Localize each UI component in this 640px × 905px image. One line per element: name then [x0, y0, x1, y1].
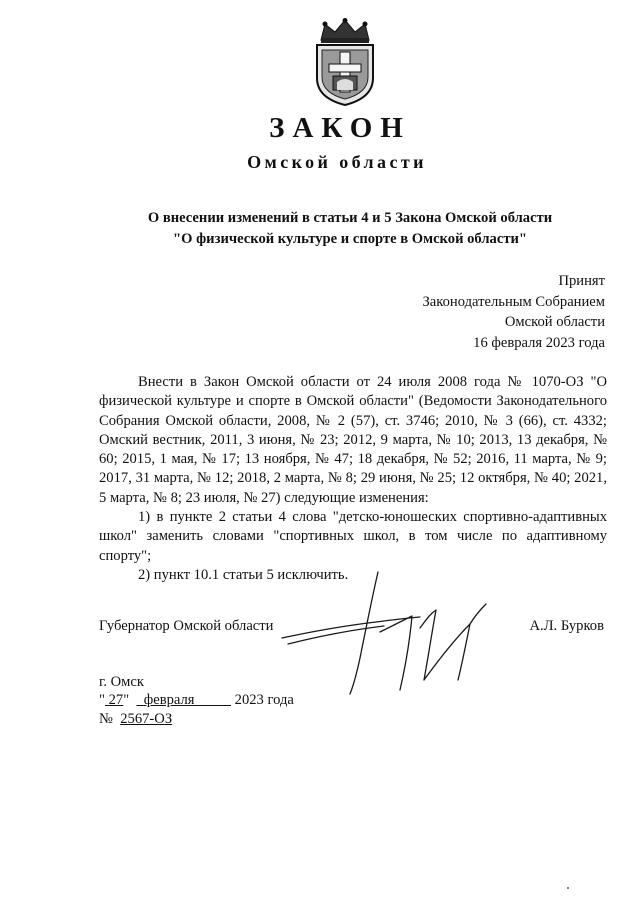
handwritten-signature [280, 568, 510, 698]
signatory-name: А.Л. Бурков [529, 618, 604, 634]
date-year: 2023 года [234, 692, 294, 708]
body-item-1: 1) в пункте 2 статьи 4 слова "детско-юношеских спортивно-адаптивных школ" заменить словами "спортивных школ, в том числе по адаптивному спорту"; [99, 509, 607, 564]
adoption-block [423, 271, 606, 353]
law-number [99, 711, 172, 728]
body-item-2: 2) пункт 10.1 статьи 5 исключить. [138, 566, 349, 583]
coat-of-arms-icon [307, 18, 383, 106]
document-subtitle: Омской области [247, 152, 427, 172]
heading-line-1: О внесении изменений в статьи 4 и 5 Закона Омской области [147, 210, 553, 226]
date-month: февраля [143, 692, 195, 708]
signing-date [99, 692, 294, 709]
place-of-signing: г. Омск [99, 674, 144, 690]
document-body [99, 373, 607, 585]
signatory-position: Губернатор Омской области [99, 618, 274, 634]
scan-speck [567, 887, 569, 889]
heading-line-2: "О физической культуре и спорте в Омской области" [172, 231, 527, 247]
adoption-line-1: Принят [558, 273, 605, 289]
number-prefix: № [99, 711, 113, 727]
date-quote-close: " [123, 692, 130, 708]
number-value: 2567-ОЗ [120, 711, 173, 727]
adoption-line-2: Законодательным Собранием [422, 293, 605, 310]
adoption-date: 16 февраля 2023 года [473, 334, 605, 351]
adoption-line-3: Омской области [504, 314, 605, 330]
date-day: 27 [108, 692, 124, 708]
document-title: ЗАКОН [269, 112, 411, 144]
body-intro-paragraph: Внести в Закон Омской области от 24 июля 2008 года № 1070-ОЗ "О физической культуре и спорте в Омской области" (Ведомости Законодательного Собрания Омской области, 2008, № 2 (57), ст. 3746; 2010, № 3 (66), ст. 4332; Омский вестник, 2011, 3 июня, № 23; 2012, 9 марта, № 10; 2013, 13 декабря, № 60; 2015, 1 мая, № 17; 13 ноября, № 47; 18 декабря, № 52; 2016, 11 марта, № 9; 2017, 31 марта, № 12; 2018, 2 марта, № 8; 29 июня, № 25; 12 октября, № 40; 2021, 5 марта, № 8; 23 июля, № 27) следующие изменения: [99, 374, 607, 506]
document-heading [60, 208, 640, 250]
date-quote-open: " [99, 692, 105, 708]
